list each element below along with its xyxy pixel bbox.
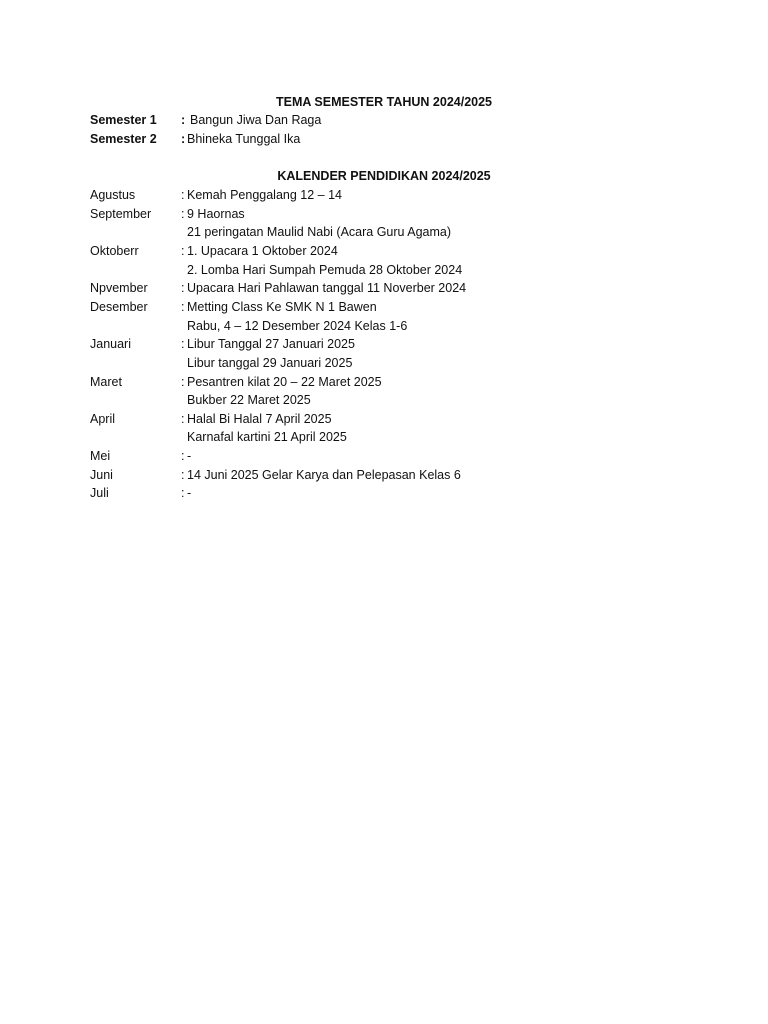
month-label: Oktoberr	[90, 243, 139, 258]
row-colon: :	[181, 281, 185, 296]
semester-theme-title: TEMA SEMESTER TAHUN 2024/2025	[275, 95, 493, 109]
month-label: Juli	[90, 486, 109, 501]
month-label: Desember	[90, 299, 148, 314]
event-description: Kemah Penggalang 12 – 14	[187, 188, 342, 202]
month-label: September	[90, 206, 152, 221]
semester-1-value: Bangun Jiwa Dan Raga	[190, 113, 322, 127]
event-description: -	[187, 449, 192, 464]
event-description: 2. Lomba Hari Sumpah Pemuda 28 Oktober 2024	[187, 262, 463, 277]
event-description: Upacara Hari Pahlawan tanggal 11 Noverber 2024	[187, 281, 467, 296]
event-description: Karnafal kartini 21 April 2025	[187, 430, 347, 445]
month-label: Juni	[90, 467, 113, 482]
event-description: 9 Haornas	[187, 206, 245, 221]
event-description: Halal Bi Halal 7 April 2025	[187, 411, 332, 426]
month-label: Januari	[90, 337, 131, 352]
event-description: 21 peringatan Maulid Nabi (Acara Guru Agama)	[187, 225, 452, 240]
event-description: Bukber 22 Maret 2025	[187, 393, 311, 408]
row-colon: :	[181, 486, 185, 501]
row-colon: :	[181, 449, 185, 464]
month-label: Agustus	[90, 188, 136, 202]
row-colon: :	[181, 188, 185, 202]
event-description: Metting Class Ke SMK N 1 Bawen	[187, 299, 377, 314]
month-label: Maret	[90, 374, 122, 389]
row-colon: :	[181, 374, 185, 389]
event-description: 14 Juni 2025 Gelar Karya dan Pelepasan Kelas 6	[187, 467, 461, 482]
row-colon: :	[181, 337, 185, 352]
row-colon: :	[181, 411, 185, 426]
event-description: -	[187, 486, 192, 501]
row-colon: :	[181, 243, 185, 258]
row-colon: :	[181, 467, 185, 482]
calendar-title: KALENDER PENDIDIKAN 2024/2025	[277, 169, 491, 183]
event-description: 1. Upacara 1 Oktober 2024	[187, 243, 338, 258]
month-label: Npvember	[90, 281, 148, 296]
event-description: Libur Tanggal 27 Januari 2025	[187, 337, 355, 352]
row-colon: :	[181, 299, 185, 314]
semester-2-value: Bhineka Tunggal Ika	[187, 132, 301, 146]
event-description: Libur tanggal 29 Januari 2025	[187, 355, 353, 370]
month-label: Mei	[90, 449, 111, 464]
month-label: April	[90, 411, 116, 426]
event-description: Rabu, 4 – 12 Desember 2024 Kelas 1-6	[187, 318, 408, 333]
semester-1-colon: :	[181, 113, 186, 127]
semester-2-colon: :	[181, 132, 186, 146]
semester-1-label: Semester 1	[90, 113, 157, 127]
row-colon: :	[181, 206, 185, 221]
semester-2-label: Semester 2	[90, 132, 157, 146]
event-description: Pesantren kilat 20 – 22 Maret 2025	[187, 374, 382, 389]
